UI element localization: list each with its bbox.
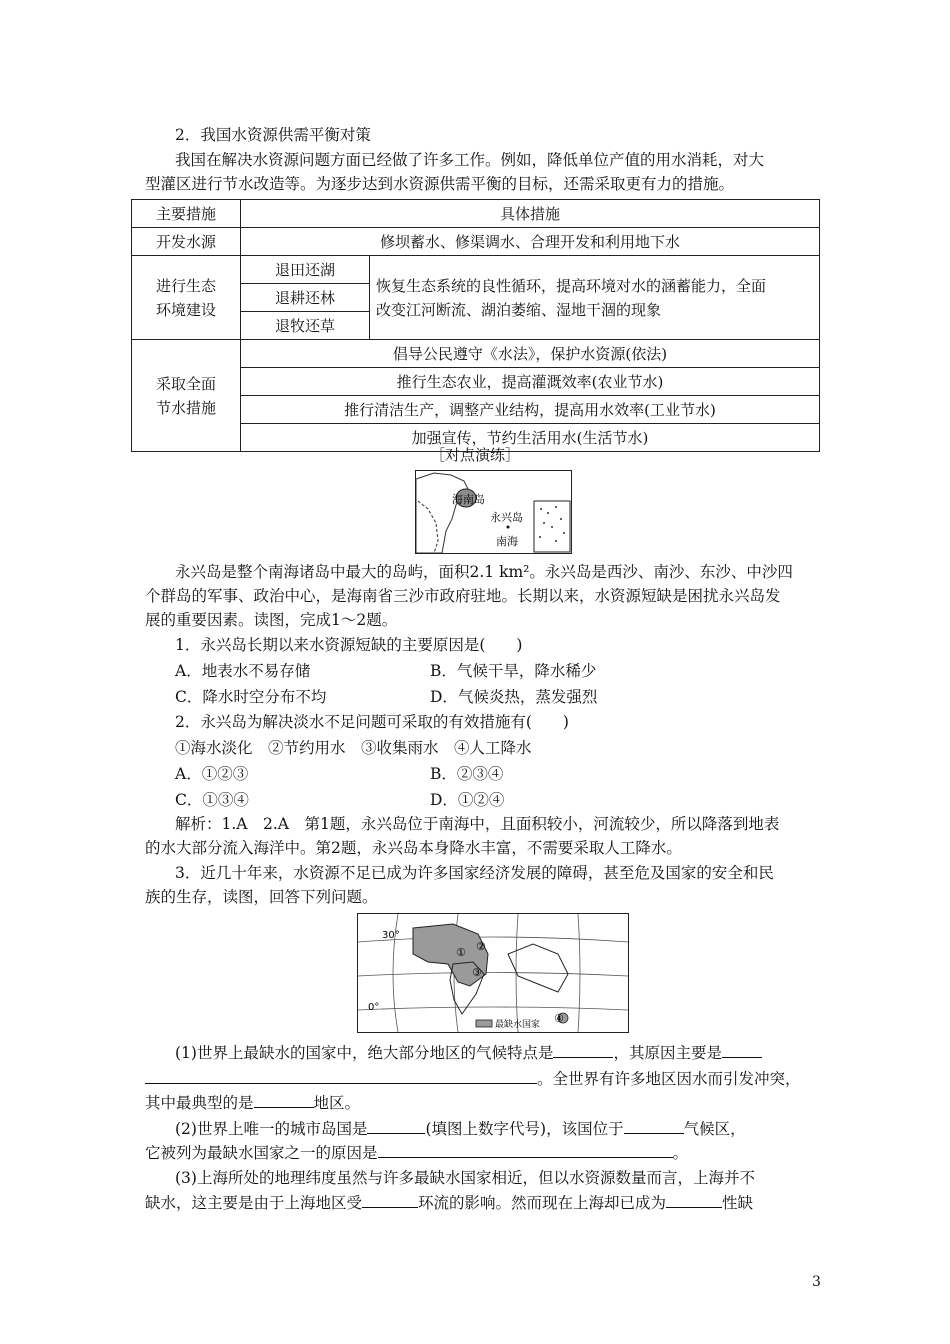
q3-part3-blank-2 [666,1193,722,1208]
marker-1: ① [456,946,466,959]
section-heading: 2．我国水资源供需平衡对策 [175,126,371,144]
row-eco-label-line-2: 环境建设 [155,300,216,319]
q3-part1-line-2 [145,1068,801,1090]
row-eco-label-line-1: 进行生态 [155,276,216,295]
eco-item-1: 退田还湖 [241,256,370,284]
q3-part3-text-a: 缺水，这主要是由于上海地区受 [145,1194,363,1212]
saving-item-2: 推行生态农业，提高灌溉效率(农业节水) [241,368,820,396]
legend-swatch [476,1020,492,1027]
legend-label: 最缺水国家 [495,1020,541,1030]
row-saving-label-line-1: 采取全面 [155,374,216,393]
q2-items: ①海水淡化 ②节约用水 ③收集雨水 ④人工降水 [175,739,532,757]
eco-description-line-1: 恢复生态系统的良性循环，提高环境对水的涵蓄能力，全面 [376,276,767,295]
q1-option-c: C．降水时空分布不均 [175,688,327,706]
q3-part3-blank-1 [362,1193,418,1208]
passage-line-3: 展的重要因素。读图，完成1～2题。 [145,611,398,629]
q1-option-a: A．地表水不易存储 [175,662,311,680]
row-saving-label [132,340,241,452]
eco-description [370,256,820,340]
map-label-yongxing: 永兴岛 [490,511,523,524]
mainland-coast [416,473,468,553]
q3-part3-text-b: 环流的影响。然而现在上海却已成为 [418,1194,667,1212]
question-2-stem: 2．永兴岛为解决淡水不足问题可采取的有效措施有( ) [175,713,569,731]
q3-part1-text-e: 地区。 [313,1094,361,1112]
marker-3: ③ [472,966,482,979]
border-line [418,501,438,553]
saving-item-4: 加强宣传，节约生活用水(生活节水) [241,424,820,452]
q2-option-b: B．②③④ [430,765,504,783]
water-scarcity-map [357,913,629,1033]
map-south-china-sea [416,471,571,553]
analysis-line-1: 解析：1.A 2.A 第1题，永兴岛位于南海中，且面积较小，河流较少，所以降落到地表 [175,815,780,833]
q3-part1-blank-3 [254,1093,314,1108]
marker-4: ④ [554,1012,564,1025]
saving-item-3: 推行清洁生产，调整产业结构，提高用水效率(工业节水) [241,396,820,424]
q3-part2-text-c: 气候区， [683,1120,746,1138]
lat-label-30: 30° [382,930,400,941]
table-header-detail: 具体措施 [241,200,820,228]
q3-part1-blank-2b [145,1069,537,1084]
row-water-source-detail: 修坝蓄水、修渠调水、合理开发和利用地下水 [241,228,820,256]
eco-item-3: 退牧还草 [241,312,370,340]
q2-option-c: C．①③④ [175,791,249,809]
saving-item-1: 倡导公民遵守《水法》，保护水资源(依法) [241,340,820,368]
row-saving-label-line-2: 节水措施 [155,398,216,417]
q3-part3-line-1: (3)上海所处的地理纬度虽然与许多最缺水国家相近，但以水资源数量而言，上海并不 [175,1169,755,1187]
practice-title: ［对点演练］ [429,446,520,464]
inset-islands [539,506,565,542]
q3-part3-text-c: 性缺 [722,1194,754,1212]
page-number: 3 [812,1274,821,1290]
question-3-stem-line-2: 族的生存，读图，回答下列问题。 [145,888,378,906]
q3-part2-text-a: (2)世界上唯一的城市岛国是 [175,1120,368,1138]
measures-table [131,199,820,452]
q3-part1-text-a: (1)世界上最缺水的国家中，绝大部分地区的气候特点是 [175,1044,554,1062]
eco-description-line-2: 改变江河断流、湖泊萎缩、湿地干涸的现象 [376,300,662,319]
lat-label-0: 0° [368,1002,380,1013]
table-header-main: 主要措施 [132,200,241,228]
q3-part1-line-3 [145,1092,360,1114]
question-3-stem-line-1: 3．近几十年来，水资源不足已成为许多国家经济发展的障碍，甚至危及国家的安全和民 [175,864,774,882]
q3-part3-line-2 [145,1192,753,1214]
q3-part1-line-1 [175,1042,762,1064]
eco-item-2: 退耕还林 [241,284,370,312]
map-label-nanhai: 南海 [496,535,518,548]
q3-part2-blank-1 [367,1119,425,1134]
map-scarce-countries [358,914,628,1032]
q3-part2-blank-3 [378,1143,673,1158]
q3-part2-text-e: 。 [672,1144,689,1162]
q3-part1-text-c: 。全世界有许多地区因水而引发冲突， [537,1070,801,1088]
row-water-source-label: 开发水源 [132,228,241,256]
asia-outline [508,944,568,992]
q2-option-a: A．①②③ [175,765,249,783]
q3-part2-line-2 [145,1142,688,1164]
q3-part2-text-b: (填图上数字代号)，该国位于 [425,1120,624,1138]
q1-option-b: B．气候干旱，降水稀少 [430,662,597,680]
q3-part1-text-b: ，其原因主要是 [613,1044,722,1062]
q1-option-d: D．气候炎热，蒸发强烈 [430,688,598,706]
map-label-hainan: 海南岛 [452,493,485,506]
yongxing-marker [507,526,510,529]
intro-line-2: 型灌区进行节水改造等。为逐步达到水资源供需平衡的目标，还需采取更有力的措施。 [145,175,735,193]
q3-part2-blank-2 [624,1119,684,1134]
q3-part2-text-d: 它被列为最缺水国家之一的原因是 [145,1144,378,1162]
question-1-stem: 1．永兴岛长期以来水资源短缺的主要原因是( ) [175,636,523,654]
passage-line-2: 个群岛的军事、政治中心，是海南省三沙市政府驻地。长期以来，水资源短缺是困扰永兴岛发 [145,587,781,605]
q3-part2-line-1 [175,1118,746,1140]
row-eco-label [132,256,241,340]
analysis-line-2: 的水大部分流入海洋中。第2题，永兴岛本身降水丰富，不需要采取人工降水。 [145,839,682,857]
intro-line-1: 我国在解决水资源问题方面已经做了许多工作。例如，降低单位产值的用水消耗，对大 [175,151,765,169]
q3-part1-blank-1 [553,1043,613,1058]
q3-part1-blank-2a [722,1043,762,1058]
q2-option-d: D．①②④ [430,791,505,809]
passage-line-1: 永兴岛是整个南海诸岛中最大的岛屿，面积2.1 km²。永兴岛是西沙、南沙、东沙、中沙四 [175,563,793,581]
marker-2: ② [476,940,486,953]
yongxing-island-map [415,470,572,554]
q3-part1-text-d: 其中最典型的是 [145,1094,254,1112]
